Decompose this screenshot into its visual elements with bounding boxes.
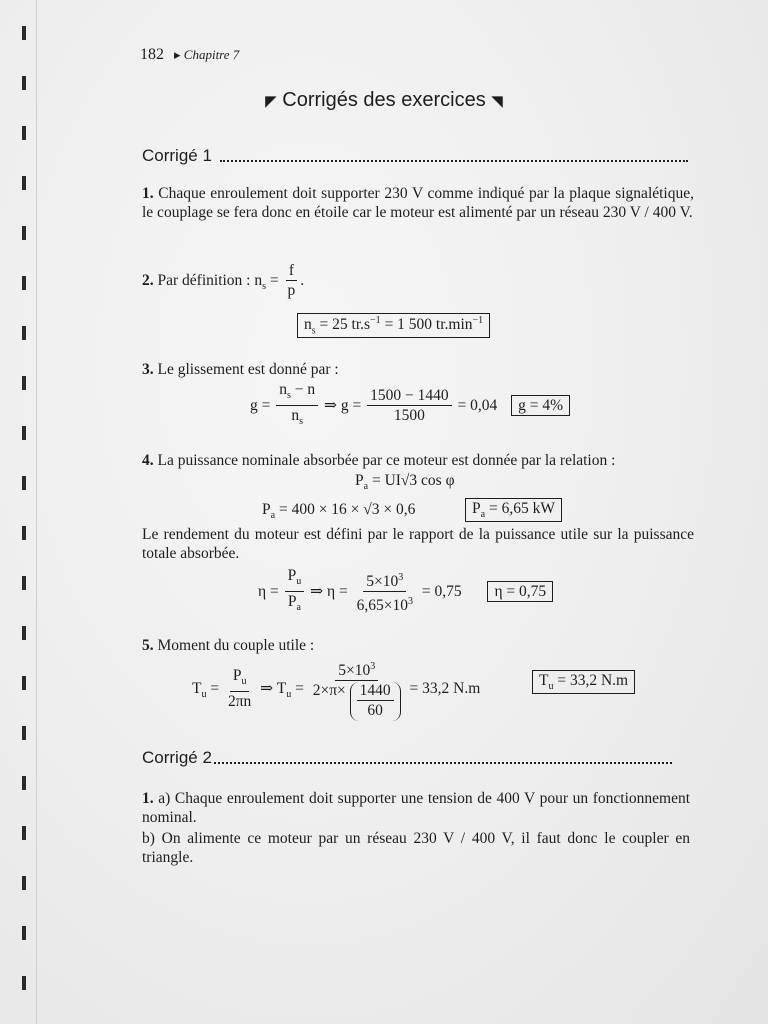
chapter-label [174,47,239,62]
superscript: 3 [407,596,413,608]
numerator [285,567,305,592]
equals-sign: = [269,272,279,290]
answer-2-1a [142,789,690,827]
subscript: u [296,576,302,588]
triangle-right-icon: ◥ [491,93,503,110]
result-box-power [465,498,562,522]
equation-lhs: η = [258,583,279,601]
result-box-torque [532,670,635,694]
section-title: Corrigé 2 [142,748,212,767]
arrow-icon: ▸ [174,47,181,62]
fraction-slip-values [367,387,452,426]
symbol: − n [290,381,316,398]
section-heading-corrige-1 [142,146,688,166]
symbol: P [355,472,364,489]
section-title: Corrigé 1 [142,146,212,165]
result-text: n [304,316,312,334]
parenthesis-group [350,682,401,721]
answer-number: 3. [142,361,154,378]
answer-text: b) On alimente ce moteur par un réseau 230 V / 400 V, il faut donc le coupler en triangle. [142,830,690,866]
subscript: u [201,689,207,701]
answer-number: 4. [142,452,154,469]
denominator: 2πn [227,693,252,711]
equation-value: = 33,2 N.m [409,680,481,698]
answer-4 [142,451,694,470]
symbol: P [232,667,242,685]
subscript: a [270,510,276,522]
denominator: p [287,282,296,299]
chapter-name: Chapitre 7 [183,47,240,62]
symbol: n [279,381,287,398]
numerator [363,569,406,592]
fraction-efficiency-values [354,569,416,616]
page-edge [36,0,37,1024]
section-heading-corrige-2 [142,748,672,768]
symbol: n [291,407,300,425]
equation-efficiency [258,567,553,618]
fraction-1440-over-60 [357,682,394,721]
symbol: T [192,680,202,698]
symbol: 5×10 [366,573,399,591]
result-text: = 6,65 kW [485,500,555,517]
answer-text: a) Chaque enroulement doit supporter une tension de 400 V pour un fonctionnement nominal. [142,790,691,826]
page-title [0,89,768,112]
fraction-f-over-p [285,262,299,301]
formula-text: = 400 × 16 × √3 × 0,6 [275,501,416,518]
page-number: 182 [140,46,164,63]
symbol: P [262,501,271,518]
equals-sign: = [210,680,220,698]
subscript: s [311,325,316,337]
denominator [310,681,404,721]
equation-power-formula [355,472,455,492]
numerator: f [286,262,297,281]
equation-torque [192,658,480,721]
symbol: 6,65×10 [356,597,408,615]
subscript: u [241,676,247,688]
denominator [288,406,306,432]
superscript: 3 [398,571,404,583]
answer-5 [142,636,694,655]
fraction-pu-over-pa [285,567,305,618]
answer-3 [142,360,694,379]
fraction-slip-definition [276,381,318,432]
triangle-left-icon: ◤ [265,93,277,110]
denominator [285,592,304,618]
equation-lhs: g = [250,397,271,415]
answer-text: La puissance nominale absorbée par ce moteur est donnée par la relation : [157,452,616,469]
dotted-leader [214,762,672,764]
answer-number: 1. [142,185,154,202]
fraction-torque-values [310,658,404,721]
superscript: 3 [370,661,376,672]
answer-text: Moment du couple utile : [157,637,315,654]
period: . [300,272,305,290]
answer-text: Chaque enroulement doit supporter 230 V comme indiqué par la plaque signalétique, le couplage se fera donc en étoile car le moteur est alimenté par un réseau 230 V / 400 V. [142,185,694,221]
numerator: 1500 − 1440 [367,387,452,406]
result-box-ns [297,313,490,338]
symbol: P [287,593,297,611]
equation-value: = 0,04 [457,397,498,415]
title-text: Corrigés des exercices [282,89,486,111]
result-text: = 1 500 tr.min [380,316,473,334]
result-text: = 25 tr.s [315,316,371,334]
answer-number: 1. [142,790,154,807]
fraction-pu-over-2pin [225,667,254,712]
subscript: s [299,416,304,428]
result-box-slip: g = 4% [511,395,570,416]
result-box-efficiency: η = 0,75 [487,581,553,602]
answer-2-1b [142,829,690,867]
numerator: 1440 [357,682,394,701]
subscript: s [287,390,291,402]
dotted-leader [220,160,688,162]
implies: ⇒ g = [324,397,362,415]
symbol: T [539,672,549,689]
numerator [230,667,250,692]
equals-sign: = [295,680,304,698]
answer-text: Le rendement du moteur est défini par le rapport de la puissance utile sur la puissance totale absorbée. [142,526,694,562]
answer-1 [142,184,694,222]
equation-value: = 0,75 [421,583,462,601]
implies: ⇒ η = [310,583,348,601]
numerator [335,658,378,681]
superscript: −1 [370,315,381,326]
subscript: u [286,689,292,701]
symbol: P [472,500,481,517]
symbol: 2×π× [312,682,346,700]
running-header [140,46,239,64]
result-text: = 33,2 N.m [553,672,629,689]
answer-number: 2. [142,272,154,290]
subscript: a [296,602,301,614]
answer-text: Le glissement est donné par : [157,361,339,378]
implies: ⇒ T [260,680,287,698]
efficiency-definition [142,525,694,563]
equation-power-calc [262,501,415,521]
spiral-binding [0,0,40,1024]
symbol: P [287,567,297,584]
denominator: 60 [367,702,383,720]
symbol: 5×10 [338,662,371,680]
equation-slip [250,381,570,432]
answer-number: 5. [142,637,154,654]
formula-text: = UI√3 cos φ [368,472,455,489]
subscript: s [262,281,267,293]
subscript: a [363,481,369,493]
subscript: a [480,509,486,521]
numerator [276,381,318,406]
answer-text: Par définition : n [157,272,263,290]
subscript: u [548,681,554,693]
denominator [354,592,416,616]
denominator: 1500 [393,407,425,425]
superscript: −1 [472,315,484,326]
answer-2 [142,262,304,301]
